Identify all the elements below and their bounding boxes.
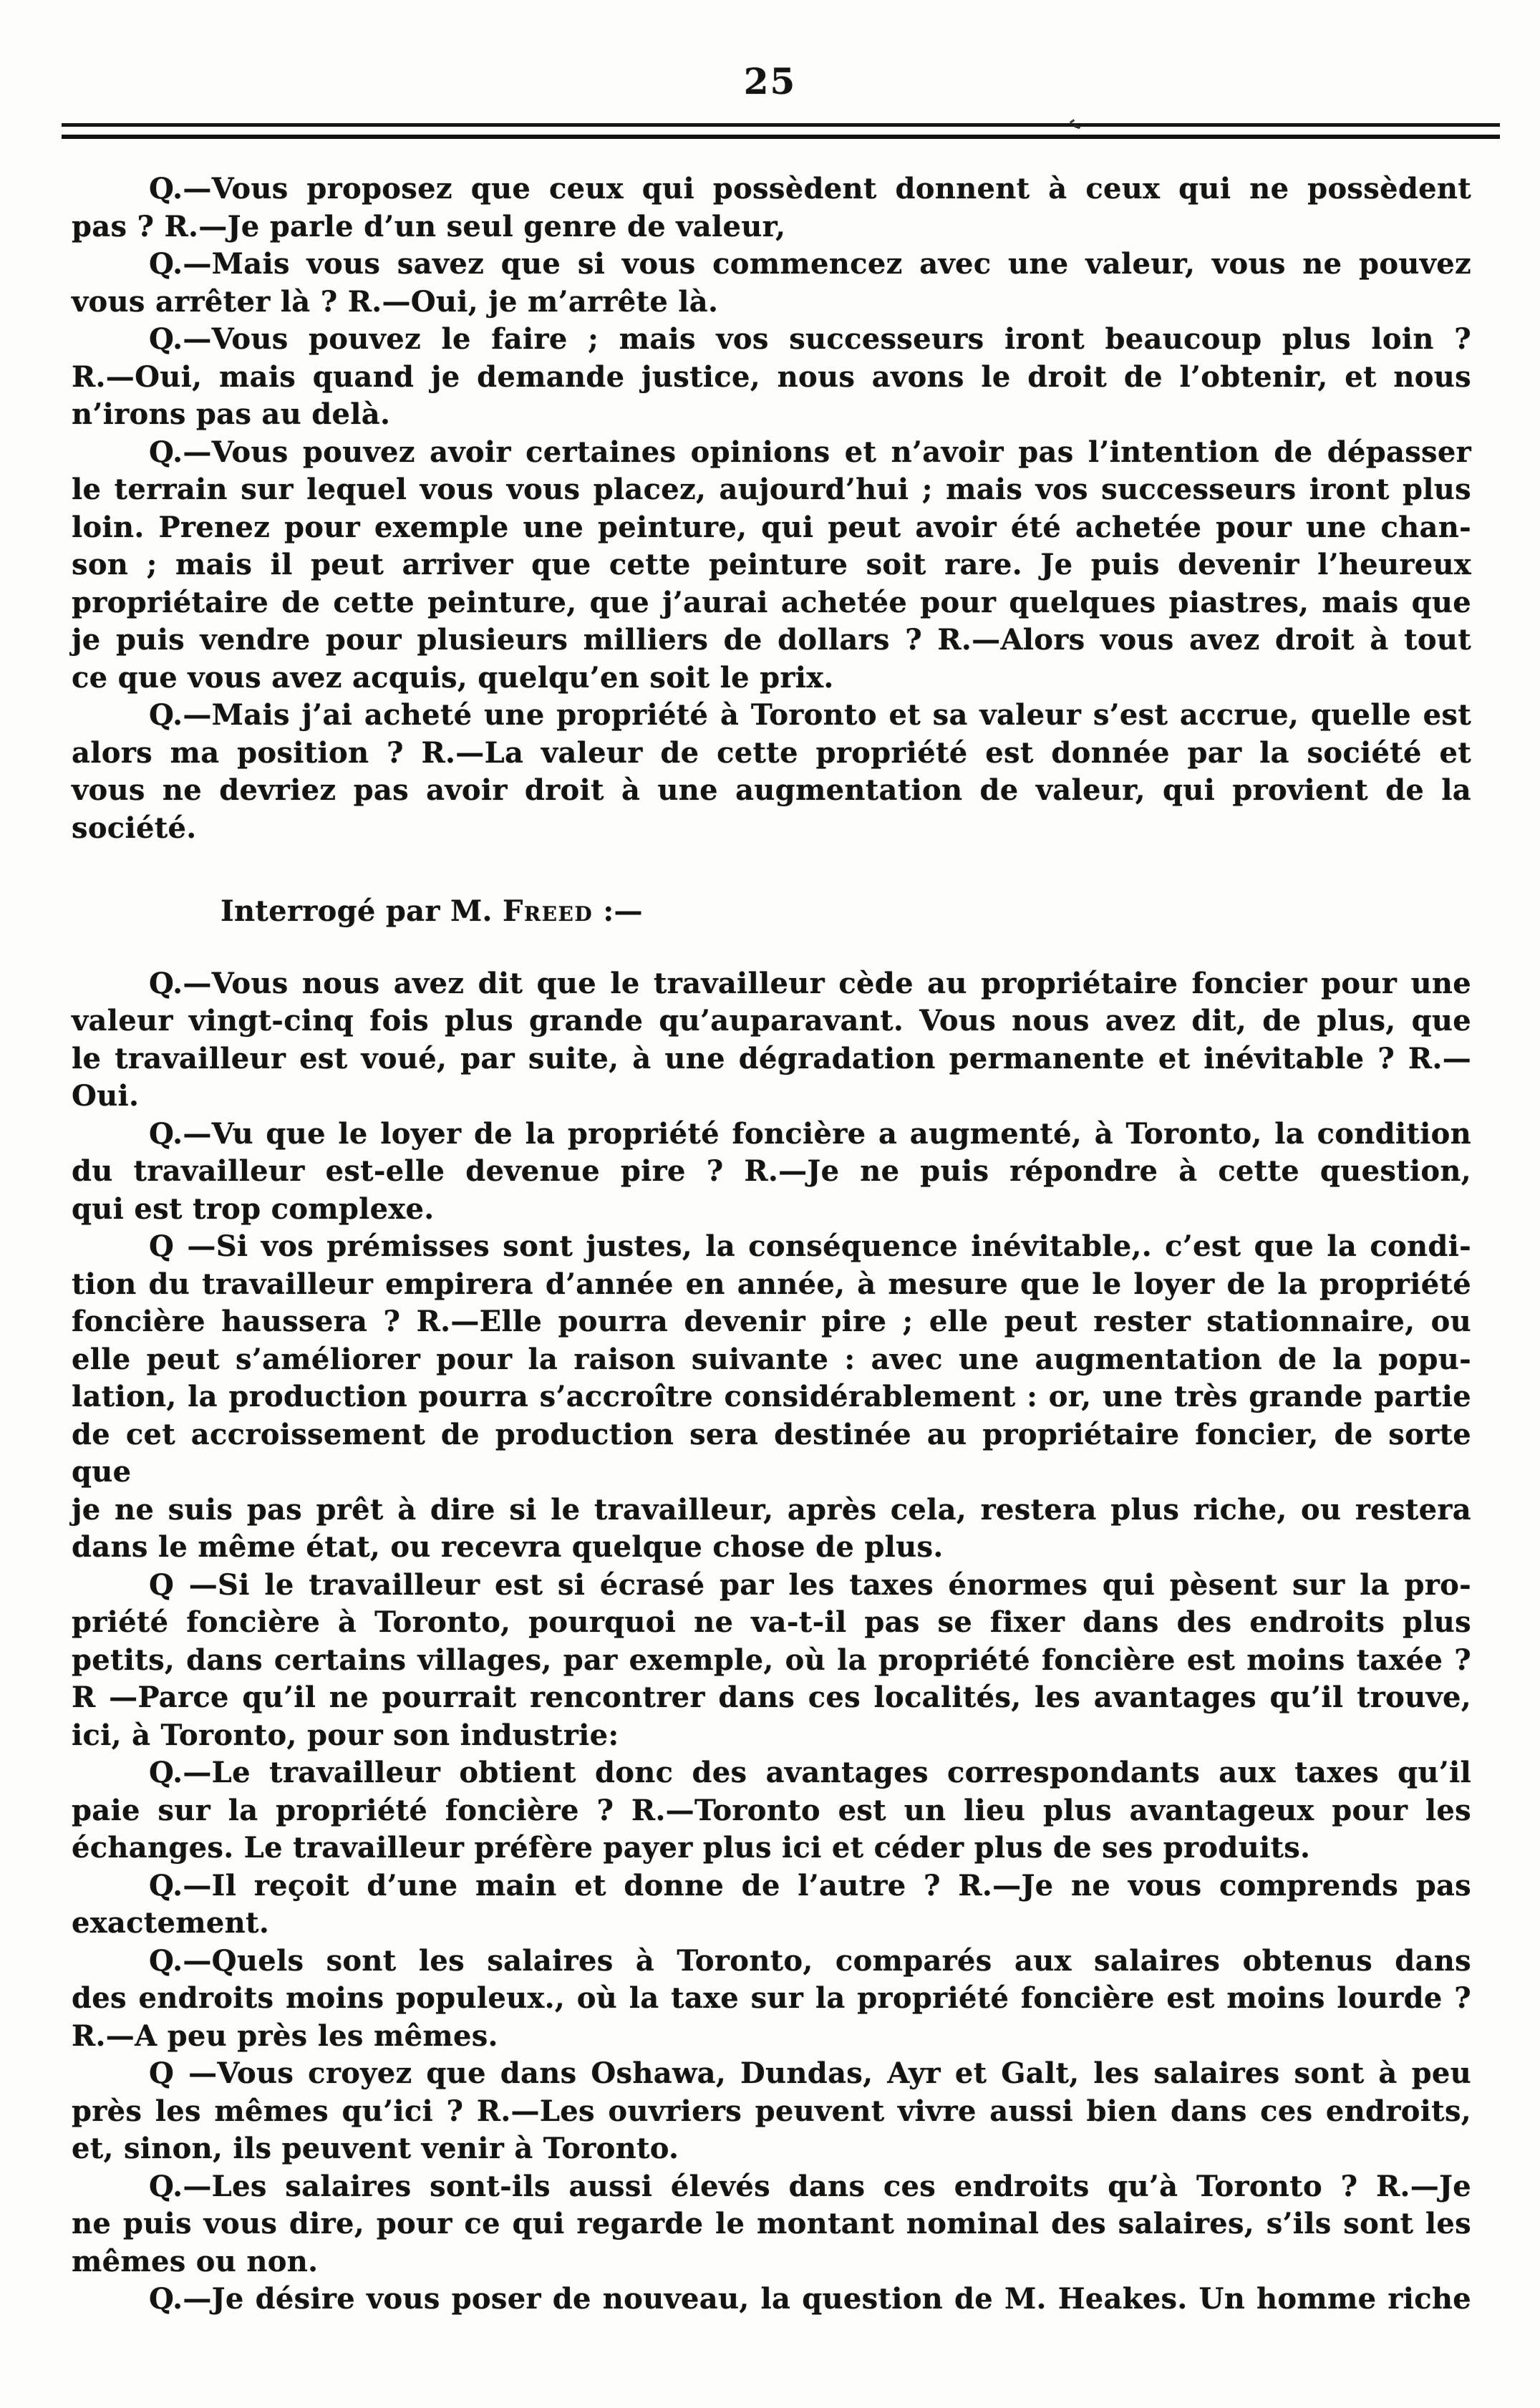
text-line: son ; mais il peut arriver que cette peinture soit rare. Je puis devenir l’heureux bbox=[72, 548, 1471, 581]
text-line: lation, la production pourra s’accroître considérablement : or, une très grande partie bbox=[72, 1380, 1471, 1413]
text-line: Q.—Vous proposez que ceux qui possèdent donnent à ceux qui ne possèdent bbox=[149, 172, 1471, 205]
text-line: foncière haussera ? R.—Elle pourra devenir pire ; elle peut rester stationnaire, ou bbox=[72, 1305, 1471, 1338]
person-name: Freed bbox=[503, 894, 594, 928]
text-line: échanges. Le travailleur préfère payer plus ici et céder plus de ses produits. bbox=[72, 1831, 1311, 1865]
text-line: Q.—Mais vous savez que si vous commencez avec une valeur, vous ne pouvez bbox=[149, 247, 1471, 281]
text-line: Q.—Je désire vous poser de nouveau, la question de M. Heakes. Un homme riche bbox=[149, 2282, 1471, 2316]
text-line: Q.—Les salaires sont-ils aussi élevés dans ces endroits qu’à Toronto ? R.—Je bbox=[149, 2169, 1471, 2203]
text-line: n’irons pas au delà. bbox=[72, 397, 391, 431]
text-line: dans le même état, ou recevra quelque chose de plus. bbox=[72, 1530, 944, 1564]
text-line: de cet accroissement de production sera destinée au propriétaire foncier, de sorte que bbox=[72, 1417, 1471, 1489]
text-line: Q.—Vous pouvez le faire ; mais vos successeurs iront beaucoup plus loin ? bbox=[149, 322, 1471, 356]
double-rule-divider bbox=[62, 123, 1500, 139]
text-line: R.—A peu près les mêmes. bbox=[72, 2018, 498, 2053]
text-line: propriétaire de cette peinture, que j’aurai achetée pour quelques piastres, mais que bbox=[72, 585, 1471, 619]
text-line: Q.—Vous pouvez avoir certaines opinions et n’avoir pas l’intention de dépasser bbox=[149, 435, 1471, 469]
text-line: vous arrêter là ? R.—Oui, je m’arrête là. bbox=[72, 284, 719, 319]
text-line: Q.—Il reçoit d’une main et donne de l’autre ? R.—Je ne vous comprends pas bbox=[149, 1868, 1471, 1902]
text-line: et, sinon, ils peuvent venir à Toronto. bbox=[72, 2132, 679, 2165]
text-line: R.—Oui, mais quand je demande justice, nous avons le droit de l’obtenir, et nous bbox=[72, 359, 1471, 394]
text-line: Q.—Vous nous avez dit que le travailleur cède au propriétaire foncier pour une bbox=[149, 966, 1471, 1000]
page-number: 25 bbox=[743, 60, 797, 102]
text-line: mêmes ou non. bbox=[72, 2244, 319, 2278]
text-line: Q.—Vu que le loyer de la propriété foncière a augmenté, à Toronto, la condition bbox=[149, 1116, 1471, 1151]
text-line: des endroits moins populeux., où la taxe sur la propriété foncière est moins lourde ? bbox=[72, 1981, 1471, 2015]
text-line: priété foncière à Toronto, pourquoi ne va-t-il pas se fixer dans des endroits plus bbox=[72, 1605, 1471, 1639]
text-line: paie sur la propriété foncière ? R.—Toronto est un lieu plus avantageux pour les bbox=[72, 1793, 1471, 1827]
text-line: société. bbox=[72, 811, 197, 845]
text-line: alors ma position ? R.—La valeur de cette propriété est donnée par la société et bbox=[72, 735, 1471, 770]
text-line: du travailleur est-elle devenue pire ? R.—Je ne puis répondre à cette question, bbox=[72, 1154, 1471, 1188]
section-heading bbox=[221, 893, 1471, 931]
text-line: près les mêmes qu’ici ? R.—Les ouvriers peuvent vivre aussi bien dans ces endroits, bbox=[72, 2094, 1471, 2128]
text-line: Q.—Mais j’ai acheté une propriété à Toronto et sa valeur s’est accrue, quelle est bbox=[149, 698, 1471, 732]
heading-prefix: Interrogé par M. bbox=[221, 894, 503, 928]
heading-suffix: :— bbox=[593, 894, 643, 928]
text-line: exactement. bbox=[72, 1906, 270, 1940]
text-line: Q.—Le travailleur obtient donc des avantages correspondants aux taxes qu’il bbox=[149, 1756, 1471, 1789]
text-line: le travailleur est voué, par suite, à une dégradation permanente et inévitable ? R.— bbox=[72, 1041, 1471, 1075]
text-line: Q —Si le travailleur est si écrasé par les taxes énormes qui pèsent sur la pro- bbox=[149, 1567, 1471, 1602]
page-content bbox=[72, 170, 1471, 2318]
text-line: ne puis vous dire, pour ce qui regarde le montant nominal des salaires, s’ils sont les bbox=[72, 2207, 1471, 2240]
text-line: R —Parce qu’il ne pourrait rencontrer dans ces localités, les avantages qu’il trouve, bbox=[72, 1681, 1471, 1714]
text-line: loin. Prenez pour exemple une peinture, qui peut avoir été achetée pour une chan- bbox=[72, 510, 1471, 544]
text-line: Oui. bbox=[72, 1079, 140, 1113]
text-line: ici, à Toronto, pour son industrie: bbox=[72, 1718, 619, 1752]
text-line: tion du travailleur empirera d’année en année, à mesure que le loyer de la propriété bbox=[72, 1267, 1471, 1301]
text-line: qui est trop complexe. bbox=[72, 1191, 435, 1226]
text-line: elle peut s’améliorer pour la raison suivante : avec une augmentation de la popu- bbox=[72, 1342, 1471, 1376]
text-line: le terrain sur lequel vous vous placez, aujourd’hui ; mais vos successeurs iront plus bbox=[72, 473, 1471, 506]
text-line: valeur vingt-cinq fois plus grande qu’auparavant. Vous nous avez dit, de plus, que bbox=[72, 1004, 1471, 1038]
text-line: petits, dans certains villages, par exemple, où la propriété foncière est moins taxée ? bbox=[72, 1643, 1471, 1677]
text-line: Q —Si vos prémisses sont justes, la conséquence inévitable,. c’est que la condi- bbox=[149, 1229, 1471, 1263]
text-line: Q.—Quels sont les salaires à Toronto, comparés aux salaires obtenus dans bbox=[149, 1943, 1471, 1978]
text-line: pas ? R.—Je parle d’un seul genre de valeur, bbox=[72, 209, 786, 243]
text-line: je ne suis pas prêt à dire si le travailleur, après cela, restera plus riche, ou restera bbox=[72, 1492, 1471, 1527]
text-line: je puis vendre pour plusieurs milliers de dollars ? R.—Alors vous avez droit à tout bbox=[72, 623, 1471, 657]
text-line: Q —Vous croyez que dans Oshawa, Dundas, Ayr et Galt, les salaires sont à peu bbox=[149, 2056, 1471, 2090]
text-line: ce que vous avez acquis, quelqu’en soit le prix. bbox=[72, 660, 834, 695]
text-line: vous ne devriez pas avoir droit à une augmentation de valeur, qui provient de la bbox=[72, 773, 1471, 807]
ink-speck-artifact bbox=[1068, 119, 1083, 130]
